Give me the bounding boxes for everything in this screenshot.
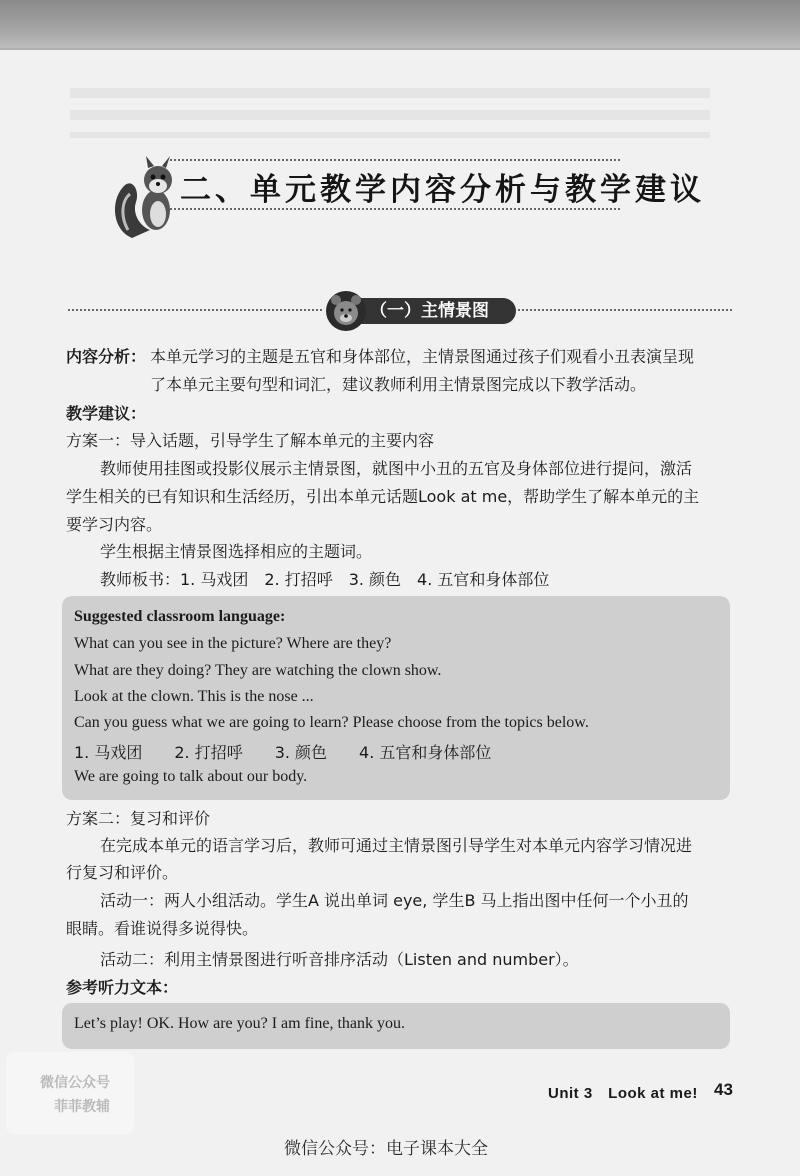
- teaching-suggestions-label: 教学建议：: [66, 404, 147, 423]
- classroom-language-topics: 1. 马戏团 2. 打招呼 3. 颜色 4. 五官和身体部位: [74, 743, 492, 762]
- plan1-paragraph-line2: 学生相关的已有知识和生活经历，引出本单元话题Look at me，帮助学生了解本单元的主: [66, 487, 700, 506]
- plan1-board-writing: 教师板书：1. 马戏团 2. 打招呼 3. 颜色 4. 五官和身体部位: [100, 570, 550, 589]
- subsection-banner: [322, 290, 518, 332]
- classroom-language-line: We are going to talk about our body.: [74, 768, 308, 785]
- content-analysis-line2: 了本单元主要句型和词汇，建议教师利用主情景图完成以下教学活动。: [150, 375, 647, 394]
- activity1-line2: 眼睛。看谁说得多说得快。: [66, 919, 259, 938]
- corner-watermark-line2: 菲菲教辅: [54, 1099, 110, 1115]
- listening-text-label: 参考听力文本：: [66, 978, 179, 997]
- plan1-heading: 方案一：导入话题，引导学生了解本单元的主要内容: [66, 431, 435, 450]
- plan2-paragraph-line1: 在完成本单元的语言学习后，教师可通过主情景图引导学生对本单元内容学习情况进: [100, 836, 693, 855]
- corner-watermark-line1: 微信公众号: [40, 1075, 110, 1091]
- subsection-dotted-rule-left: [68, 309, 322, 311]
- classroom-language-line: What can you see in the picture? Where are they?: [74, 635, 392, 652]
- title-dotted-rule-top: [170, 159, 620, 161]
- classroom-language-line: Can you guess what we are going to learn? Please choose from the topics below.: [74, 714, 589, 731]
- footer-unit-label: Unit 3 Look at me!: [548, 1085, 698, 1102]
- activity2: 活动二：利用主情景图进行听音排序活动（Listen and number）。: [100, 950, 579, 969]
- title-dotted-rule-bottom: [170, 208, 620, 210]
- classroom-language-heading: Suggested classroom language:: [74, 608, 286, 625]
- activity1-line1: 活动一：两人小组活动。学生A 说出单词 eye, 学生B 马上指出图中任何一个小丑的: [100, 891, 689, 910]
- classroom-language-line: Look at the clown. This is the nose ...: [74, 688, 314, 705]
- subsection-dotted-rule-right: [518, 309, 732, 311]
- plan2-paragraph-line2: 行复习和评价。: [66, 863, 179, 882]
- bottom-watermark: 微信公众号：电子课本大全: [284, 1139, 488, 1159]
- classroom-language-line: What are they doing? They are watching the clown show.: [74, 662, 442, 679]
- subsection-title: （一）主情景图: [370, 301, 489, 321]
- page-number: 43: [714, 1080, 733, 1099]
- squirrel-icon: [110, 150, 180, 240]
- content-analysis-line1: 本单元学习的主题是五官和身体部位，主情景图通过孩子们观看小丑表演呈现: [150, 347, 695, 366]
- previous-page-edge: [0, 0, 800, 55]
- bear-icon: [322, 290, 370, 332]
- corner-watermark: [6, 1052, 134, 1134]
- content-analysis-label: 内容分析：: [66, 347, 147, 366]
- plan1-paragraph-line3: 要学习内容。: [66, 515, 163, 534]
- plan2-heading: 方案二：复习和评价: [66, 809, 211, 828]
- listening-text: Let’s play! OK. How are you? I am fine, thank you.: [74, 1015, 406, 1032]
- plan1-paragraph2: 学生根据主情景图选择相应的主题词。: [100, 542, 373, 561]
- plan1-paragraph-line1: 教师使用挂图或投影仪展示主情景图，就图中小丑的五官及身体部位进行提问，激活: [100, 459, 693, 478]
- show-through-text: [70, 88, 710, 138]
- section-title: 二、单元教学内容分析与教学建议: [180, 172, 705, 208]
